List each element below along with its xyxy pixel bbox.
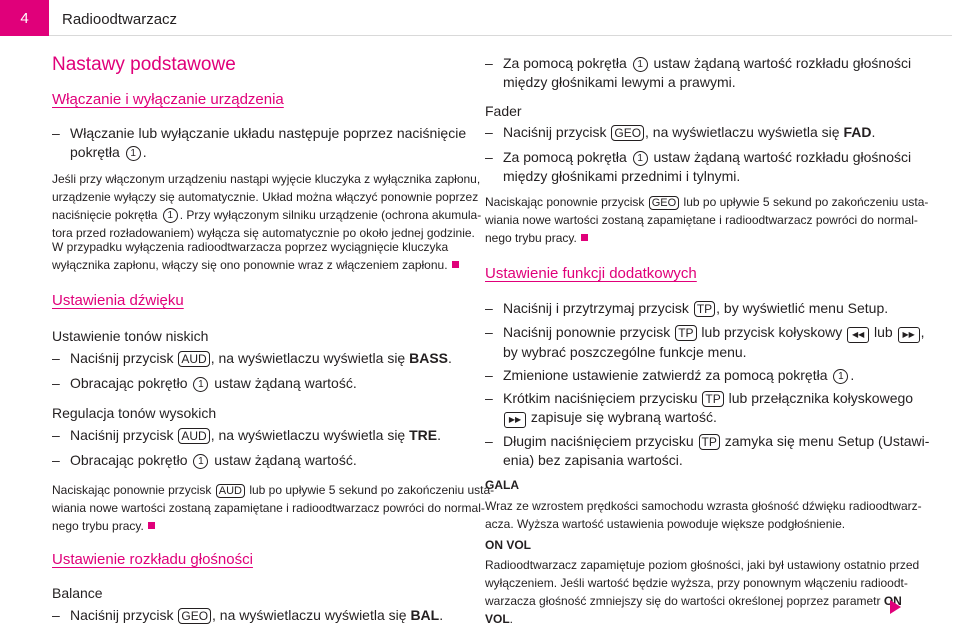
paragraph-on-vol: Radioodtwarzacz zapamiętuje poziom głośności, jaki był ustawiony ostatnio przed wyłączeniem. Jeśli wartość będzie wyższa, przy ponownym włączeniu radioodt- warzacza głośność zmniejszy się do wartości określonej poprzez parametr ON VOL. — [485, 558, 920, 626]
geo-key-icon: GEO — [611, 125, 644, 141]
knob-1-icon: 1 — [193, 454, 208, 469]
knob-1-icon: 1 — [633, 57, 648, 72]
step-extra-5: – Długim naciśnięciem przycisku TP zamyka się menu Setup (Ustawi- enia) bez zapisania wartości. — [485, 433, 930, 468]
header-rule — [49, 35, 952, 36]
subheading-gala: GALA — [485, 478, 519, 492]
step-bass-2: – Obracając pokrętło 1 ustaw żądaną wartość. — [52, 375, 357, 391]
step-text: Włączanie lub wyłączanie układu następuje poprzez naciśnięcie — [70, 125, 467, 141]
tp-key-icon: TP — [699, 434, 720, 450]
geo-key-icon: GEO — [178, 608, 211, 624]
step-bass-1: – Naciśnij przycisk AUD , na wyświetlaczu wyświetla się BASS. — [52, 350, 452, 366]
knob-1-icon: 1 — [833, 369, 848, 384]
fast-forward-icon: ▶▶ — [504, 412, 526, 428]
paragraph-power-info: Jeśli przy włączonym urządzeniu nastąpi wyjęcie kluczyka z wyłącznika zapłonu, urządzenie wyłączy się automatycznie. Układ można włączyć ponownie poprzez naciśnięcie pokrętła 1 . Przy wyłączonym silniku urządzenie (ochrona akumula- tora przed rozładowaniem) wyłącza się automatycznie po około jednej godzinie. — [52, 172, 482, 240]
continue-arrow-icon — [890, 600, 901, 614]
end-mark-icon — [581, 234, 588, 241]
aud-key-icon: AUD — [178, 351, 209, 367]
tp-key-icon: TP — [675, 325, 696, 341]
paragraph-sound-note: Naciskając ponownie przycisk AUD lub po upływie 5 sekund po zakończeniu usta- wiania nowe wartości zostaną zapamiętane i radioodtwarzacz powróci do normal- nego trybu pracy. — [52, 483, 495, 533]
step-fader-1: – Naciśnij przycisk GEO , na wyświetlaczu wyświetla się FAD. — [485, 124, 876, 140]
step-extra-2: – Naciśnij ponownie przycisk TP lub przycisk kołyskowy ◀◀ lub ▶▶ , by wybrać poszczególne funkcje menu. — [485, 324, 925, 360]
subheading-on-vol: ON VOL — [485, 538, 532, 552]
section-heading-volume-distribution: Ustawienie rozkładu głośności — [52, 551, 253, 568]
knob-1-icon: 1 — [193, 377, 208, 392]
paragraph-gala: Wraz ze wzrostem prędkości samochodu wzrasta głośność dźwięku radioodtwarz- acza. Wyższa wartość ustawienia powoduje większe podgłośnienie. — [485, 499, 922, 531]
section-heading-sound: Ustawienia dźwięku — [52, 292, 184, 309]
end-mark-icon — [452, 261, 459, 268]
step-balance-2: – Za pomocą pokrętła 1 ustaw żądaną wartość rozkładu głośności między głośnikami lewymi a prawymi. — [485, 55, 912, 90]
section-heading-power: Włączanie i wyłączanie urządzenia — [52, 91, 284, 108]
step-extra-3: – Zmienione ustawienie zatwierdź za pomocą pokrętła 1 . — [485, 367, 855, 383]
page-title: Nastawy podstawowe — [52, 54, 236, 75]
aud-key-icon: AUD — [178, 428, 209, 444]
rewind-icon: ◀◀ — [847, 327, 869, 343]
tp-key-icon: TP — [702, 391, 723, 407]
paragraph-fader-note: Naciskając ponownie przycisk GEO lub po upływie 5 sekund po zakończeniu usta- wiania nowe wartości zostaną zapamiętane i radioodtwarzacz powróci do normal- nego trybu pracy. — [485, 195, 929, 245]
subheading-bass: Ustawienie tonów niskich — [52, 328, 209, 344]
section-heading-extra-functions: Ustawienie funkcji dodatkowych — [485, 265, 697, 282]
knob-1-icon: 1 — [163, 208, 178, 223]
fast-forward-icon: ▶▶ — [898, 327, 920, 343]
page-number: 4 — [0, 0, 49, 36]
step-extra-4: – Krótkim naciśnięciem przycisku TP lub przełącznika kołyskowego ▶▶ zapisuje się wybraną wartość. — [485, 389, 913, 428]
aud-key-icon: AUD — [216, 484, 245, 498]
tp-key-icon: TP — [694, 301, 715, 317]
step-text: pokrętła — [70, 144, 120, 160]
step-power: – Włączanie lub wyłączanie układu następuje poprzez naciśnięcie pokrętła 1 . — [52, 125, 467, 160]
subheading-balance: Balance — [52, 585, 103, 601]
running-header: Radioodtwarzacz — [62, 11, 178, 28]
dash: – — [52, 125, 60, 141]
step-fader-2: – Za pomocą pokrętła 1 ustaw żądaną wartość rozkładu głośności między głośnikami przednimi i tylnymi. — [485, 149, 912, 184]
geo-key-icon: GEO — [649, 196, 679, 210]
step-balance-1: – Naciśnij przycisk GEO , na wyświetlaczu wyświetla się BAL. — [52, 607, 444, 623]
paragraph-ignition: W przypadku wyłączenia radioodtwarzacza poprzez wyciągnięcie kluczyka wyłącznika zapłonu, włączy się ono ponownie wraz z włączeniem zapłonu. — [52, 238, 459, 274]
step-treble-2: – Obracając pokrętło 1 ustaw żądaną wartość. — [52, 452, 357, 468]
subheading-fader: Fader — [485, 103, 522, 119]
knob-1-icon: 1 — [126, 146, 141, 161]
end-mark-icon — [148, 522, 155, 529]
step-treble-1: – Naciśnij przycisk AUD , na wyświetlaczu wyświetla się TRE. — [52, 427, 441, 443]
knob-1-icon: 1 — [633, 151, 648, 166]
subheading-treble: Regulacja tonów wysokich — [52, 405, 217, 421]
step-extra-1: – Naciśnij i przytrzymaj przycisk TP , by wyświetlić menu Setup. — [485, 300, 889, 316]
